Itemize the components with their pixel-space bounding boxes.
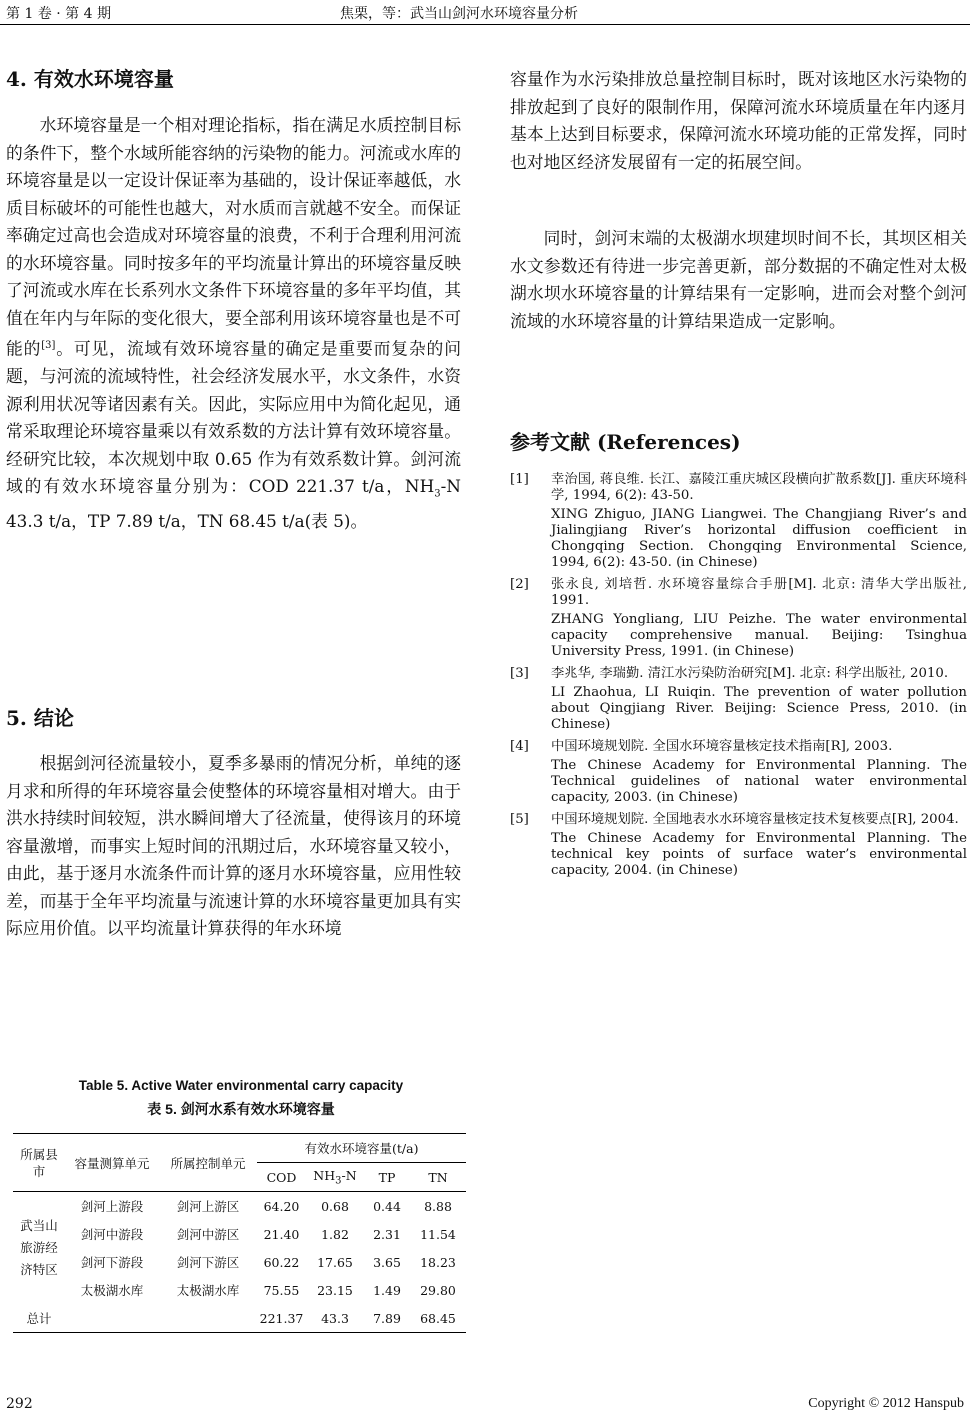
table-row	[13, 1248, 466, 1276]
ctrl-cell: 太极湖水库	[176, 1283, 240, 1298]
header-capacity-group: 有效水环境容量(t/a)	[257, 1134, 466, 1163]
reference-zh: 中国环境规划院. 全国水环境容量核定技术指南[R], 2003.	[551, 739, 893, 754]
reference-en: XING Zhiguo, JIANG Liangwei. The Changjiang River’s and Jialingjiang River’s horizontal diffusion coefficient in Chongqing Section. Chongqing Environmental Science, 1994, 6(2): 43-50. (in Chinese)	[551, 507, 967, 570]
reference-en: The Chinese Academy for Environmental Planning. The Technical guidelines of national water environmental capacity, 2003. (in Chinese)	[551, 758, 967, 805]
total-label: 总计	[13, 1304, 65, 1333]
table-header-row	[13, 1134, 466, 1163]
citation-3[interactable]: [3]	[41, 340, 56, 351]
header-unit: 容量测算单元	[65, 1134, 159, 1192]
reference-item	[510, 812, 967, 879]
section-5-paragraph-1-continued: 容量作为水污染排放总量控制目标时，既对该地区水污染物的排放起到了良好的限制作用，保障河流水环境质量在年内逐月基本上达到目标要求，保障河流水环境功能的正常发挥，同时也对地区经济发展留有一定的拓展空间。	[510, 69, 967, 172]
reference-number: [4]	[510, 739, 529, 754]
tp-cell: 0.44	[364, 1192, 410, 1221]
county-cell: 武当山旅游经济特区	[13, 1192, 65, 1305]
cod-cell: 60.22	[263, 1254, 300, 1270]
reference-zh: 中国环境规划院. 全国地表水水环境容量核定技术复核要点[R], 2004.	[551, 812, 959, 827]
tp-cell: 3.65	[373, 1254, 401, 1270]
tn-cell: 11.54	[420, 1226, 456, 1242]
journal-issue: 第 1 卷 · 第 4 期	[6, 6, 111, 22]
ctrl-cell: 剑河中游区	[176, 1227, 240, 1242]
reference-number: [5]	[510, 812, 529, 827]
subscript-3: 3	[434, 488, 441, 500]
tn-cell: 8.88	[410, 1192, 466, 1221]
table-caption-zh: 表 5. 剑河水系有效水环境容量	[147, 1101, 335, 1117]
reference-zh: 李兆华, 李瑞勤. 清江水污染防治研究[M]. 北京: 科学出版社, 2010.	[551, 666, 949, 681]
references-heading: 参考文献 (References)	[510, 430, 741, 454]
unit-cell: 太极湖水库	[80, 1283, 144, 1298]
reference-number: [3]	[510, 666, 529, 681]
ctrl-cell: 剑河上游区	[159, 1192, 257, 1221]
table-row	[13, 1220, 466, 1248]
table-row	[13, 1192, 466, 1221]
section-4-text-a: 水环境容量是一个相对理论指标，指在满足水质控制目标的条件下，整个水域所能容纳的污染物的能力。河流或水库的环境容量是以一定设计保证率为基础的，设计保证率越低，水质目标破坏的可能性也越大，对水质而言就越不安全。而保证率确定过高也会造成对环境容量的浪费，不利于合理利用河流的水环境容量。同时按多年的平均流量计算出的环境容量反映了河流或水库在长系列水文条件下环境容量的多年平均值，其值在年内与年际的变化很大，要全部利用该环境容量也是不可能的	[6, 115, 461, 359]
nh3-cell: 0.68	[306, 1192, 364, 1221]
header-tn: TN	[410, 1163, 466, 1192]
reference-en: LI Zhaohua, LI Ruiqin. The prevention of water pollution about Qingjiang River. Beijing: Science Press, 2010. (in Chinese)	[551, 685, 967, 732]
reference-number: [2]	[510, 577, 529, 592]
table-row	[13, 1276, 466, 1304]
cod-cell: 64.20	[257, 1192, 306, 1221]
header-tp: TP	[364, 1163, 410, 1192]
cod-cell: 21.40	[263, 1226, 300, 1242]
section-4-text-b: 。可见，流域有效环境容量的确定是重要而复杂的问题，与河流的流域特性，社会经济发展水平，水文条件，水资源利用状况等诸因素有关。因此，实际应用中为简化起见，通常采取理论环境容量乘以有效系数的方法计算有效环境容量。经研究比较，本次规划中取 0.65 作为有效系数计算。剑河流域的有效水环境容量分别为：COD 221.37 t/a，NH	[6, 338, 461, 497]
reference-item	[510, 472, 967, 571]
reference-en: ZHANG Yongliang, LIU Peizhe. The water environmental capacity comprehensive manual. Beijing: Tsinghua University Press, 1991. (in Chinese)	[551, 612, 967, 659]
header-cod: COD	[257, 1163, 306, 1192]
section-5-heading: 5. 结论	[6, 706, 74, 730]
tn-cell: 29.80	[420, 1282, 456, 1298]
total-tp: 7.89	[364, 1304, 410, 1333]
reference-en: The Chinese Academy for Environmental Planning. The technical key points of surface water’s environmental capacity, 2004. (in Chinese)	[551, 831, 967, 878]
header-control-unit: 所属控制单元	[159, 1134, 257, 1192]
section-5-paragraph-2: 同时，剑河末端的太极湖水坝建坝时间不长，其坝区相关水文参数还有待进一步完善更新，部分数据的不确定性对太极湖水坝水环境容量的计算结果有一定影响，进而会对整个剑河流域的水环境容量的计算结果造成一定影响。	[510, 228, 967, 331]
section-4-heading: 4. 有效水环境容量	[6, 67, 174, 91]
tp-cell: 1.49	[373, 1282, 401, 1298]
reference-item	[510, 739, 967, 806]
reference-item	[510, 577, 967, 660]
total-nh3: 43.3	[306, 1304, 364, 1333]
reference-zh: 张永良, 刘培哲. 水环境容量综合手册[M]. 北京: 清华大学出版社, 1991.	[551, 577, 967, 608]
cod-cell: 75.55	[263, 1282, 300, 1298]
nh3-cell: 17.65	[317, 1254, 353, 1270]
header-nh3n: $NH_3-N$	[306, 1163, 364, 1192]
table-total-row	[13, 1304, 466, 1333]
nh3-cell: 1.82	[321, 1226, 349, 1242]
unit-cell: 剑河中游段	[80, 1227, 144, 1242]
unit-cell: 剑河上游段	[65, 1192, 159, 1221]
section-4-paragraph	[6, 112, 461, 535]
tp-cell: 2.31	[373, 1226, 401, 1242]
header-county: 所属县市	[13, 1134, 65, 1192]
capacity-table	[13, 1133, 466, 1333]
total-cod: 221.37	[257, 1304, 306, 1333]
nh3-cell: 23.15	[317, 1282, 353, 1298]
page-number: 292	[6, 1396, 33, 1412]
total-tn: 68.45	[410, 1304, 466, 1333]
reference-list	[510, 472, 967, 885]
running-title: 焦栗，等：武当山剑河水环境容量分析	[340, 6, 578, 22]
section-5-paragraph-1: 根据剑河径流量较小，夏季多暴雨的情况分析，单纯的逐月求和所得的年环境容量会使整体的环境容量相对增大。由于洪水持续时间较短，洪水瞬间增大了径流量，使得该月的环境容量激增，而事实上短时间的汛期过后，水环境容量又较小，由此，基于逐月水流条件而计算的逐月水环境容量，应用性较差，而基于全年平均流量与流速计算的水环境容量更加具有实际应用价值。以平均流量计算获得的年水环境	[6, 753, 461, 938]
table-caption-en: Table 5. Active Water environmental carry capacity	[78, 1078, 404, 1093]
unit-cell: 剑河下游段	[80, 1255, 144, 1270]
reference-number: [1]	[510, 472, 529, 487]
ctrl-cell: 剑河下游区	[176, 1255, 240, 1270]
reference-zh: 幸治国, 蒋良维. 长江、嘉陵江重庆城区段横向扩散系数[J]. 重庆环境科学, 1994, 6(2): 43-50.	[551, 472, 967, 503]
tn-cell: 18.23	[420, 1254, 456, 1270]
running-header	[0, 0, 970, 25]
section-4-text-c: -N 43.3 t/a，TP 7.89 t/a，TN 68.45 t/a(表 5)。	[6, 476, 461, 531]
copyright: Copyright © 2012 Hanspub	[808, 1396, 964, 1411]
reference-item	[510, 666, 967, 733]
